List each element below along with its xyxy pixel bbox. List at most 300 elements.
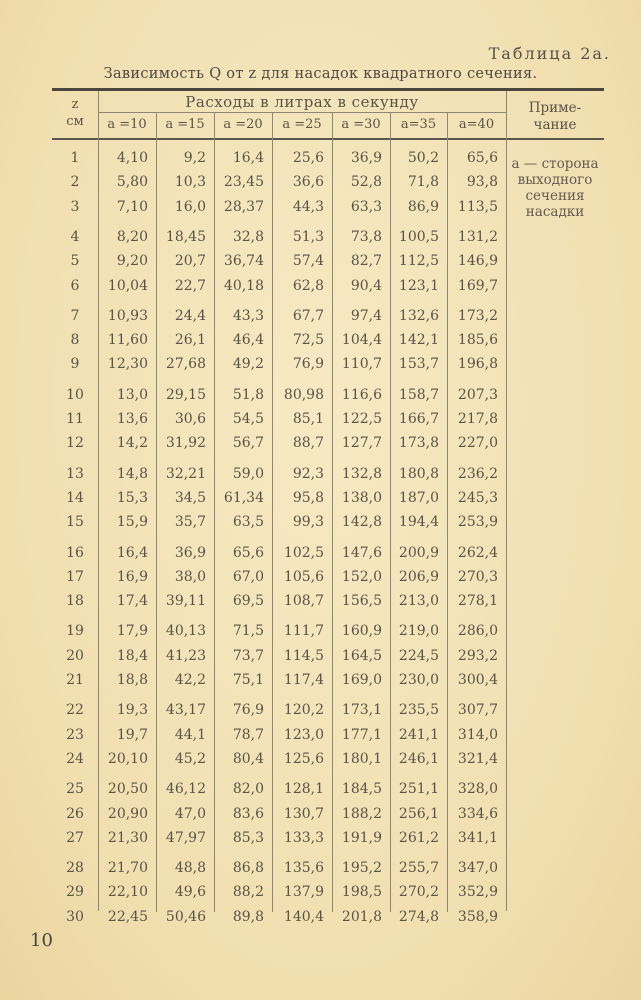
flow-value: 217,8 (457, 411, 498, 427)
top-rule (52, 88, 604, 91)
flow-value: 334,6 (457, 805, 498, 822)
flow-value: 142,1 (398, 332, 439, 349)
flow-value: 95,8 (292, 489, 324, 506)
z-value: 23 (66, 726, 84, 743)
flow-value: 76,9 (292, 356, 324, 373)
flow-value: 82,0 (232, 781, 264, 798)
flow-value: 25,6 (292, 150, 324, 166)
header-a-value: а =30 (341, 117, 381, 132)
flow-value: 34,5 (174, 489, 206, 506)
flow-value: 22,10 (107, 884, 148, 901)
header-flow-group: Расходы в литрах в секунду (185, 93, 419, 111)
flow-value: 100,5 (398, 228, 439, 245)
flow-value: 219,0 (398, 623, 439, 640)
flow-value: 10,04 (107, 277, 148, 294)
page-number: 10 (30, 930, 53, 951)
header-note (506, 100, 604, 134)
flow-value: 200,9 (398, 544, 439, 561)
flow-value: 4,10 (116, 150, 148, 166)
flow-value: 130,7 (283, 805, 324, 822)
flow-value: 22,7 (174, 277, 206, 294)
flow-value: 40,13 (165, 623, 206, 640)
flow-value: 17,4 (116, 593, 148, 610)
z-value: 26 (66, 805, 84, 822)
flow-value: 86,8 (232, 860, 264, 877)
flow-value: 27,68 (165, 356, 206, 373)
flow-value: 89,8 (232, 908, 264, 925)
table-row (52, 781, 604, 804)
table-row (52, 751, 604, 774)
flow-value: 241,1 (398, 726, 439, 743)
flow-value: 185,6 (457, 332, 498, 349)
z-value: 16 (66, 544, 84, 561)
flow-value: 10,93 (107, 307, 148, 324)
flow-value: 274,8 (398, 908, 439, 925)
flow-value: 67,7 (292, 307, 324, 324)
flow-value: 110,7 (341, 356, 382, 373)
flow-value: 9,20 (116, 253, 148, 270)
flow-value: 14,2 (116, 435, 148, 452)
column-divider (214, 112, 215, 912)
flow-value: 128,1 (283, 781, 324, 798)
flow-value: 39,11 (165, 593, 206, 610)
table-row (52, 356, 604, 379)
flow-value: 12,30 (107, 356, 148, 373)
flow-value: 85,1 (292, 411, 324, 427)
flow-value: 36,9 (350, 150, 382, 166)
note-line: сечения (525, 188, 585, 204)
flow-value: 88,7 (292, 435, 324, 452)
flow-value: 86,9 (407, 198, 439, 215)
flow-value: 42,2 (174, 672, 206, 688)
flow-value: 358,9 (457, 908, 498, 925)
column-divider (98, 91, 99, 911)
flow-value: 11,60 (107, 332, 148, 349)
z-value: 4 (70, 228, 80, 245)
header-note-line: Приме- (528, 100, 582, 116)
flow-value: 35,7 (174, 514, 206, 531)
flow-value: 132,8 (341, 465, 382, 482)
flow-value: 191,9 (341, 829, 382, 846)
flow-value: 65,6 (466, 150, 498, 166)
flow-value: 105,6 (283, 568, 324, 585)
flow-value: 29,15 (165, 386, 206, 403)
flow-value: 164,5 (341, 647, 382, 664)
flow-value: 123,1 (398, 277, 439, 294)
header-note-line: чание (533, 117, 577, 133)
table-row (52, 648, 604, 671)
flow-value: 147,6 (341, 544, 382, 561)
z-value: 29 (66, 884, 84, 901)
flow-value: 10,3 (174, 174, 206, 191)
flow-value: 180,8 (398, 465, 439, 482)
flow-value: 65,6 (232, 544, 264, 561)
flow-value: 117,4 (283, 672, 324, 688)
flow-value: 278,1 (457, 593, 498, 610)
flow-value: 270,3 (457, 568, 498, 585)
flow-value: 71,5 (232, 623, 264, 640)
z-value: 11 (66, 411, 84, 427)
flow-value: 19,3 (116, 702, 148, 719)
flow-value: 347,0 (457, 860, 498, 877)
flow-value: 36,6 (292, 174, 324, 191)
flow-value: 227,0 (457, 435, 498, 452)
flow-value: 36,74 (223, 253, 264, 270)
z-value: 27 (66, 829, 84, 846)
flow-value: 46,12 (165, 781, 206, 798)
flow-value: 300,4 (457, 672, 498, 688)
table-row (52, 884, 604, 907)
flow-value: 18,45 (165, 228, 206, 245)
flow-value: 63,5 (232, 514, 264, 531)
flow-value: 180,1 (341, 750, 382, 767)
flow-value: 133,3 (283, 829, 324, 846)
flow-value: 146,9 (457, 253, 498, 270)
flow-value: 15,9 (116, 514, 148, 531)
flow-value: 32,21 (165, 465, 206, 482)
flow-value: 160,9 (341, 623, 382, 640)
flow-value: 122,5 (341, 411, 382, 427)
flow-value: 9,2 (183, 150, 206, 166)
flow-value: 262,4 (457, 544, 498, 561)
flow-value: 156,5 (341, 593, 382, 610)
table-row (52, 490, 604, 513)
flow-value: 48,8 (174, 860, 206, 877)
table-row (52, 830, 604, 853)
flow-value: 251,1 (398, 781, 439, 798)
note-line: а — сторона (511, 156, 599, 172)
header-a-value: а =25 (282, 117, 322, 132)
flow-value: 245,3 (457, 489, 498, 506)
table-caption: Зависимость Q от z для насадок квадратного сечения. (103, 66, 538, 82)
z-value: 21 (66, 672, 84, 688)
flow-value: 73,8 (350, 228, 382, 245)
flow-value: 169,7 (457, 277, 498, 294)
z-value: 30 (66, 908, 84, 925)
flow-value: 293,2 (457, 647, 498, 664)
flow-value: 152,0 (341, 568, 382, 585)
flow-value: 184,5 (341, 781, 382, 798)
flow-value: 135,6 (283, 860, 324, 877)
header-z (52, 96, 98, 130)
table-row (52, 229, 604, 252)
table-row (52, 278, 604, 301)
flow-value: 51,3 (292, 228, 324, 245)
header-z-symbol: z (71, 97, 79, 112)
flow-value: 173,8 (398, 435, 439, 452)
flow-value: 85,3 (232, 829, 264, 846)
flow-value: 50,2 (407, 150, 439, 166)
z-value: 19 (66, 623, 84, 640)
flow-value: 187,0 (398, 489, 439, 506)
flow-value: 132,6 (398, 307, 439, 324)
z-value: 24 (66, 750, 84, 767)
flow-value: 8,20 (116, 228, 148, 245)
flow-value: 92,3 (292, 465, 324, 482)
flow-value: 47,0 (174, 805, 206, 822)
flow-value: 224,5 (398, 647, 439, 664)
flow-value: 17,9 (116, 623, 148, 640)
flow-value: 46,4 (232, 332, 264, 349)
z-value: 28 (66, 860, 84, 877)
flow-value: 41,23 (165, 647, 206, 664)
z-value: 2 (70, 174, 80, 191)
flow-value: 18,8 (116, 672, 148, 688)
flow-value: 261,2 (398, 829, 439, 846)
flow-value: 341,1 (457, 829, 498, 846)
column-divider (272, 112, 273, 912)
flow-value: 20,7 (174, 253, 206, 270)
note-text (506, 156, 604, 220)
flow-value: 108,7 (283, 593, 324, 610)
flow-value: 173,1 (341, 702, 382, 719)
flow-value: 173,2 (457, 307, 498, 324)
flow-value: 246,1 (398, 750, 439, 767)
flow-value: 142,8 (341, 514, 382, 531)
flow-value: 140,4 (283, 908, 324, 925)
flow-value: 90,4 (350, 277, 382, 294)
flow-value: 78,7 (232, 726, 264, 743)
table-row (52, 308, 604, 331)
flow-value: 21,70 (107, 860, 148, 877)
z-value: 1 (70, 150, 80, 166)
flow-value: 47,97 (165, 829, 206, 846)
z-value: 3 (70, 198, 80, 215)
table-row (52, 672, 604, 695)
flow-value: 36,9 (174, 544, 206, 561)
flow-value: 177,1 (341, 726, 382, 743)
flow-value: 102,5 (283, 544, 324, 561)
flow-value: 201,8 (341, 908, 382, 925)
flow-value: 97,4 (350, 307, 382, 324)
z-value: 18 (66, 593, 84, 610)
flow-value: 38,0 (174, 568, 206, 585)
flow-value: 158,7 (398, 386, 439, 403)
flow-value: 62,8 (292, 277, 324, 294)
flow-value: 80,98 (283, 386, 324, 403)
flow-value: 18,4 (116, 647, 148, 664)
flow-value: 43,3 (232, 307, 264, 324)
flow-value: 13,6 (116, 411, 148, 427)
flow-value: 16,4 (232, 150, 264, 166)
flow-value: 80,4 (232, 750, 264, 767)
flow-value: 153,7 (398, 356, 439, 373)
z-value: 15 (66, 514, 84, 531)
flow-value: 61,34 (223, 489, 264, 506)
table-row (52, 593, 604, 616)
table-row (52, 435, 604, 458)
table-row (52, 332, 604, 355)
flow-value: 104,4 (341, 332, 382, 349)
flow-value: 52,8 (350, 174, 382, 191)
flow-value: 72,5 (292, 332, 324, 349)
flow-value: 195,2 (341, 860, 382, 877)
flow-value: 99,3 (292, 514, 324, 531)
header-a-value: а =10 (107, 117, 147, 132)
flow-value: 16,9 (116, 568, 148, 585)
table-row (52, 806, 604, 829)
flow-value: 112,5 (398, 253, 439, 270)
column-divider (332, 112, 333, 912)
z-value: 14 (66, 489, 84, 506)
flow-value: 194,4 (398, 514, 439, 531)
header-a-value: а =15 (165, 117, 205, 132)
table-row (52, 909, 604, 932)
flow-value: 83,6 (232, 805, 264, 822)
flow-value: 82,7 (350, 253, 382, 270)
table-row (52, 727, 604, 750)
table-row (52, 545, 604, 568)
flow-value: 49,2 (232, 356, 264, 373)
flow-value: 32,8 (232, 228, 264, 245)
header-a-value: а =20 (223, 117, 263, 132)
flow-value: 7,10 (116, 198, 148, 215)
flow-value: 116,6 (341, 386, 382, 403)
header-rule (52, 138, 604, 140)
flow-value: 59,0 (232, 465, 264, 482)
flow-value: 16,0 (174, 198, 206, 215)
subheader-rule (98, 112, 506, 113)
z-value: 22 (66, 702, 84, 719)
flow-value: 30,6 (174, 411, 206, 427)
column-divider (447, 112, 448, 912)
table-row (52, 860, 604, 883)
flow-value: 22,45 (107, 908, 148, 925)
flow-value: 15,3 (116, 489, 148, 506)
z-value: 8 (70, 332, 80, 349)
flow-value: 40,18 (223, 277, 264, 294)
flow-value: 255,7 (398, 860, 439, 877)
flow-value: 51,8 (232, 386, 264, 403)
z-value: 6 (70, 277, 80, 294)
table-row (52, 702, 604, 725)
flow-value: 235,5 (398, 702, 439, 719)
flow-value: 49,6 (174, 884, 206, 901)
z-value: 5 (70, 253, 80, 270)
flow-value: 13,0 (116, 386, 148, 403)
flow-value: 26,1 (174, 332, 206, 349)
flow-value: 23,45 (223, 174, 264, 191)
flow-value: 43,17 (165, 702, 206, 719)
flow-value: 45,2 (174, 750, 206, 767)
note-line: насадки (525, 204, 585, 220)
flow-value: 93,8 (466, 174, 498, 191)
z-value: 20 (66, 647, 84, 664)
table-row (52, 569, 604, 592)
flow-value: 127,7 (341, 435, 382, 452)
flow-value: 321,4 (457, 750, 498, 767)
flow-value: 253,9 (457, 514, 498, 531)
flow-value: 196,8 (457, 356, 498, 373)
table-row (52, 411, 604, 434)
flow-value: 138,0 (341, 489, 382, 506)
z-value: 7 (70, 307, 80, 324)
flow-value: 120,2 (283, 702, 324, 719)
flow-value: 198,5 (341, 884, 382, 901)
table-row (52, 623, 604, 646)
flow-value: 125,6 (283, 750, 324, 767)
flow-value: 63,3 (350, 198, 382, 215)
flow-value: 137,9 (283, 884, 324, 901)
flow-value: 69,5 (232, 593, 264, 610)
flow-value: 31,92 (165, 435, 206, 452)
flow-value: 16,4 (116, 544, 148, 561)
table-row (52, 514, 604, 537)
z-value: 9 (70, 356, 80, 373)
flow-value: 352,9 (457, 884, 498, 901)
flow-value: 188,2 (341, 805, 382, 822)
z-value: 12 (66, 435, 84, 452)
z-value: 13 (66, 465, 84, 482)
flow-value: 113,5 (457, 198, 498, 215)
z-value: 25 (66, 781, 84, 798)
flow-value: 207,3 (457, 386, 498, 403)
flow-value: 71,8 (407, 174, 439, 191)
flow-value: 236,2 (457, 465, 498, 482)
header-a-value: а=35 (400, 117, 437, 132)
flow-value: 67,0 (232, 568, 264, 585)
column-divider (506, 91, 507, 911)
flow-value: 286,0 (457, 623, 498, 640)
flow-value: 21,30 (107, 829, 148, 846)
flow-value: 123,0 (283, 726, 324, 743)
flow-value: 230,0 (398, 672, 439, 688)
column-divider (390, 112, 391, 912)
flow-value: 111,7 (283, 623, 324, 640)
flow-value: 114,5 (283, 647, 324, 664)
flow-value: 19,7 (116, 726, 148, 743)
flow-value: 56,7 (232, 435, 264, 452)
flow-value: 328,0 (457, 781, 498, 798)
flow-value: 169,0 (341, 672, 382, 688)
table-row (52, 253, 604, 276)
flow-value: 14,8 (116, 465, 148, 482)
flow-value: 73,7 (232, 647, 264, 664)
flow-value: 44,3 (292, 198, 324, 215)
flow-value: 256,1 (398, 805, 439, 822)
flow-value: 5,80 (116, 174, 148, 191)
flow-value: 50,46 (165, 908, 206, 925)
table-label: Таблица 2а. (488, 44, 611, 63)
flow-value: 20,90 (107, 805, 148, 822)
flow-value: 88,2 (232, 884, 264, 901)
header-z-unit: см (66, 114, 84, 129)
z-value: 10 (66, 386, 84, 403)
column-divider (156, 112, 157, 912)
flow-value: 54,5 (232, 411, 264, 427)
flow-value: 20,50 (107, 781, 148, 798)
flow-value: 57,4 (292, 253, 324, 270)
flow-value: 166,7 (398, 411, 439, 427)
flow-value: 75,1 (232, 672, 264, 688)
flow-value: 44,1 (174, 726, 206, 743)
header-a-value: а=40 (458, 117, 495, 132)
note-line: выходного (517, 172, 593, 188)
flow-value: 20,10 (107, 750, 148, 767)
flow-value: 131,2 (457, 228, 498, 245)
flow-value: 270,2 (398, 884, 439, 901)
flow-value: 76,9 (232, 702, 264, 719)
flow-value: 24,4 (174, 307, 206, 324)
table-row (52, 387, 604, 410)
flow-value: 206,9 (398, 568, 439, 585)
flow-value: 28,37 (223, 198, 264, 215)
flow-value: 213,0 (398, 593, 439, 610)
flow-value: 307,7 (457, 702, 498, 719)
table-row (52, 466, 604, 489)
z-value: 17 (66, 568, 84, 585)
flow-value: 314,0 (457, 726, 498, 743)
